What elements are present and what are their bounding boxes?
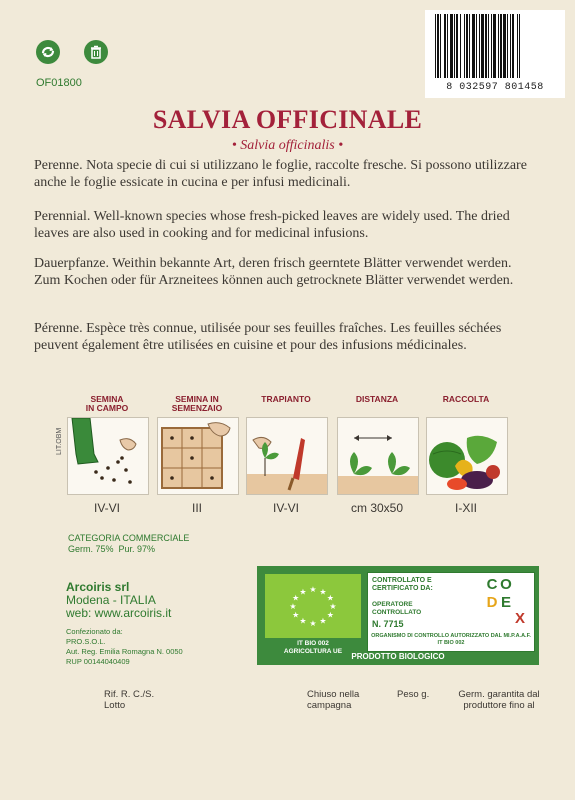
description-french: Pérenne. Espèce très connue, utilisée pour ses feuilles fraîches. Les feuilles séchées peuvent également être utilisées en cuisine et pour des infusions médicinales. [34, 321, 502, 353]
eu-star-icon: ★ [329, 602, 337, 611]
barcode-bar [485, 14, 487, 78]
eu-code-line-2: AGRICOLTURA UE [283, 648, 343, 655]
codex-letter: C [486, 576, 498, 593]
pictogram-seedbed-sowing [153, 395, 241, 515]
weight-label: Peso g. [397, 689, 430, 700]
certification-box [367, 572, 535, 652]
pictogram-label: RACCOLTA [442, 394, 490, 404]
barcode-bar [503, 14, 506, 78]
pictogram-transplant [242, 395, 330, 515]
codex-logo [480, 575, 530, 629]
closed-in-season: Chiuso nella campagna [307, 689, 360, 711]
barcode-bar [437, 14, 439, 78]
barcode-bar [466, 14, 468, 78]
pictogram-field-sowing [63, 395, 151, 515]
codex-letter: D [486, 594, 498, 611]
organic-product-label: PRODOTTO BIOLOGICO [351, 652, 445, 661]
company-name: Arcoiris srl [66, 580, 130, 594]
recycle-icon [36, 40, 60, 64]
packer-rup: RUP 00144040409 [66, 657, 130, 666]
organic-certification [257, 566, 539, 665]
eu-star-icon: ★ [299, 587, 307, 597]
eu-star-icon: ★ [319, 616, 327, 626]
eu-star-icon: ★ [292, 593, 300, 603]
seedbed-illustration [157, 417, 239, 495]
barcode-bar [440, 14, 441, 78]
eu-star-icon: ★ [299, 616, 307, 626]
pictogram-value: IV-VI [272, 501, 299, 515]
footer-ref [104, 689, 154, 711]
distance-illustration [337, 417, 419, 495]
barcode-bar [476, 14, 477, 78]
eu-organic-logo [265, 574, 361, 638]
barcode-bar [456, 14, 458, 78]
barcode-bar [447, 14, 448, 78]
barcode-bar [517, 14, 518, 78]
lot-label: Lotto [104, 700, 126, 711]
pictogram-harvest [422, 395, 510, 515]
eu-code-line-1: IT BIO 002 [297, 640, 329, 647]
packer-authorization: Aut. Reg. Emilia Romagna N. 0050 [66, 647, 183, 656]
controlled-label: CONTROLLATO E CERTIFICATO DA: [372, 577, 433, 592]
barcode-bar [472, 14, 475, 78]
barcode-bar [493, 14, 496, 78]
eu-star-icon: ★ [309, 585, 317, 594]
pictogram-value: I-XII [454, 501, 477, 515]
barcode-bar [481, 14, 484, 78]
product-code: OF01800 [36, 77, 82, 89]
side-code: LIT.OBM [56, 427, 63, 455]
barcode-bar [500, 14, 502, 78]
description-english: Perennial. Well-known species whose fresh-picked leaves are widely used. The dried leaves are also used in cooking and for medicinal infusions. [34, 209, 510, 241]
company-info [66, 581, 171, 620]
pictogram-value: cm 30x50 [350, 501, 404, 515]
barcode-bar [491, 14, 492, 78]
field-sowing-illustration [67, 417, 149, 495]
pictogram-value: IV-VI [93, 501, 120, 515]
company-city: Modena - ITALIA [66, 593, 156, 607]
pictogram-label: SEMINA IN SEMENZAIO [171, 394, 223, 413]
latin-name: • Salvia officinalis • [231, 138, 344, 153]
barcode-bar [464, 14, 465, 78]
description-german: Dauerpfanze. Weithin bekannte Art, deren frisch geerntete Blätter verwendet werden. Zum Kochen oder für Arzneitees können auch getrocknete Blätter verwendet werden. [34, 256, 514, 288]
codex-letter: X [514, 610, 526, 627]
company-web: web: www.arcoiris.it [66, 606, 172, 620]
barcode-bar [450, 14, 453, 78]
barcode-bar [507, 14, 508, 78]
barcode-bar [519, 14, 520, 78]
eu-star-icon: ★ [289, 602, 297, 611]
barcode-number: 8 032597 801458 [446, 82, 544, 93]
germination-rate: Germ. 75% [68, 544, 114, 554]
barcode-bar [435, 14, 436, 78]
pictogram-distance [333, 395, 421, 515]
barcode-bar [498, 14, 499, 78]
purity-rate: Pur. 97% [118, 544, 156, 554]
barcode-bar [510, 14, 511, 78]
packer-info [66, 627, 183, 667]
codex-letter: O [500, 576, 512, 593]
category-title: CATEGORIA COMMERCIALE [68, 533, 190, 543]
operator-number: N. 7715 [372, 619, 404, 629]
product-title: SALVIA OFFICINALE [152, 105, 423, 134]
transplant-illustration [246, 417, 328, 495]
barcode-bar [479, 14, 480, 78]
trash-bin-icon [84, 40, 108, 64]
barcode-bar [469, 14, 470, 78]
barcode-bar [512, 14, 514, 78]
barcode-bar [444, 14, 446, 78]
packer-name: PRO.S.O.L. [66, 637, 106, 646]
pictogram-label: SEMINA IN CAMPO [85, 394, 129, 413]
operator-label: OPERATORE CONTROLLATO [372, 601, 422, 616]
barcode-bar [488, 14, 489, 78]
eu-star-icon: ★ [326, 610, 334, 620]
pictogram-label: TRAPIANTO [261, 394, 311, 404]
barcode-bar [454, 14, 455, 78]
packed-by-label: Confezionato da: [66, 627, 123, 636]
eu-star-icon: ★ [309, 619, 317, 628]
eu-star-icon: ★ [326, 593, 334, 603]
pictogram-value: III [191, 501, 202, 515]
codex-letter: E [500, 594, 512, 611]
eu-star-icon: ★ [292, 610, 300, 620]
barcode-bars [433, 14, 557, 78]
description-italian: Perenne. Nota specie di cui si utilizzano le foglie, raccolte fresche. Si possono utilizzare anche le foglie essicate in cucina e per infusi medicinali. [34, 158, 527, 190]
barcode-bar [460, 14, 461, 78]
ref-label: Rif. R. C./S. [104, 689, 155, 700]
harvest-illustration [426, 417, 508, 495]
germination-guarantee: Germ. garantita dal produttore fino al [458, 689, 540, 711]
eu-star-icon: ★ [319, 587, 327, 597]
commercial-category [68, 533, 189, 555]
control-body: ORGANISMO DI CONTROLLO AUTORIZZATO DAL MI.P.A.A.F. IT BIO 002 [371, 633, 531, 646]
barcode [425, 10, 565, 98]
pictogram-label: DISTANZA [355, 394, 399, 404]
